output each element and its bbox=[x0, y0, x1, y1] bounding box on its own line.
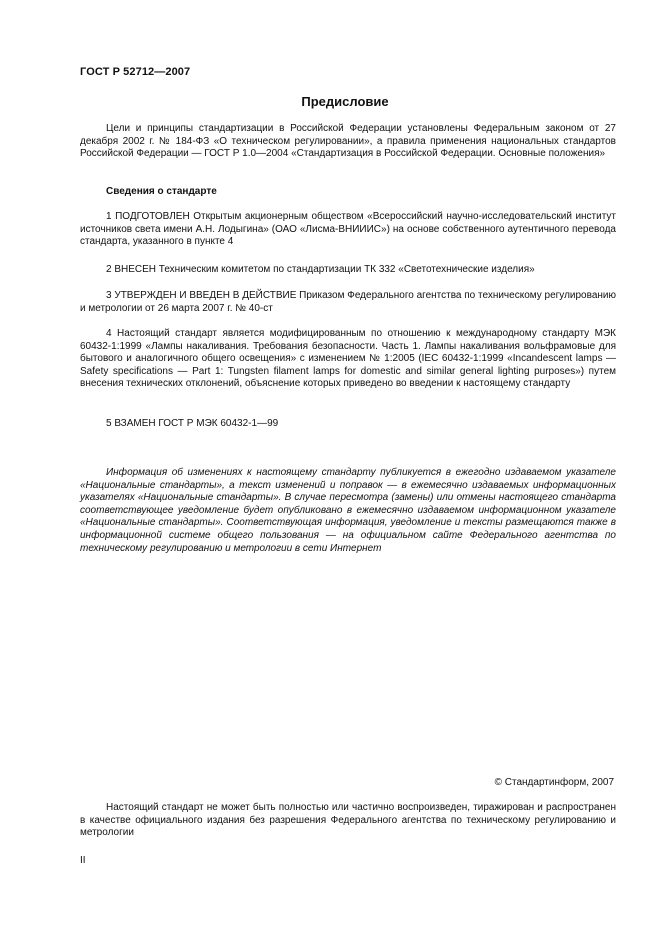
standard-info-heading: Сведения о стандарте bbox=[106, 186, 217, 197]
item-replaces: 5 ВЗАМЕН ГОСТ Р МЭК 60432-1—99 bbox=[106, 418, 279, 429]
document-code-header: ГОСТ Р 52712—2007 bbox=[80, 66, 191, 78]
item-approved: 3 УТВЕРЖДЕН И ВВЕДЕН В ДЕЙСТВИЕ Приказом Федерального агентства по техническому регулированию и метрологии от 26 марта 2007 г. № 40-ст bbox=[80, 290, 616, 314]
item-prepared: 1 ПОДГОТОВЛЕН Открытым акционерным обществом «Всероссийский научно-исследовательский институт источников света имени А.Н. Лодыгина» (ОАО «Лисма-ВНИИИС») на основе собственного аутентичного перевода стандарта, указанного в пункте 4 bbox=[80, 211, 616, 247]
changes-information-notice: Информация об изменениях к настоящему стандарту публикуется в ежегодно издаваемом указателе «Национальные стандарты», а текст изменений и поправок — в ежемесячно издаваемых информационных указателях «Национальные стандарты». В случае пересмотра (замены) или отмены настоящего стандарта соответствующее уведомление будет опубликовано в ежемесячно издаваемом информационном указателе «Национальные стандарты». Соответствующая информация, уведомление и тексты размещаются также в информационной системе общего пользования — на официальном сайте Федерального агентства по техническому регулированию и метрологии в сети Интернет bbox=[80, 467, 616, 554]
intro-paragraph: Цели и принципы стандартизации в Российской Федерации установлены Федеральным законом от 27 декабря 2002 г. № 184-ФЗ «О техническом регулировании», а правила применения национальных стандартов Российской Федерации — ГОСТ Р 1.0—2004 «Стандартизация в Российской Федерации. Основные положения» bbox=[80, 123, 616, 159]
page-title: Предисловие bbox=[301, 94, 389, 109]
item-submitted: 2 ВНЕСЕН Техническим комитетом по стандартизации ТК 332 «Светотехнические изделия» bbox=[106, 264, 535, 275]
reproduction-notice: Настоящий стандарт не может быть полностью или частично воспроизведен, тиражирован и распространен в качестве официального издания без разрешения Федерального агентства по техническому регулированию и метрологии bbox=[80, 802, 616, 838]
page-number: II bbox=[80, 855, 86, 866]
item-modification: 4 Настоящий стандарт является модифицированным по отношению к международному стандарту МЭК 60432-1:1999 «Лампы накаливания. Требования безопасности. Часть 1. Лампы накаливания вольфрамовые для бытового и аналогичного общего освещения» с изменением № 1:2005 (IEC 60432-1:1999 «Incandescent lamps — Safety specifications — Part 1: Tungsten filament lamps for domestic and similar general lighting purposes») путем внесения технических отклонений, объяснение которых приведено во введении к настоящему стандарту bbox=[80, 328, 616, 389]
copyright-line: © Стандартинформ, 2007 bbox=[494, 777, 614, 788]
